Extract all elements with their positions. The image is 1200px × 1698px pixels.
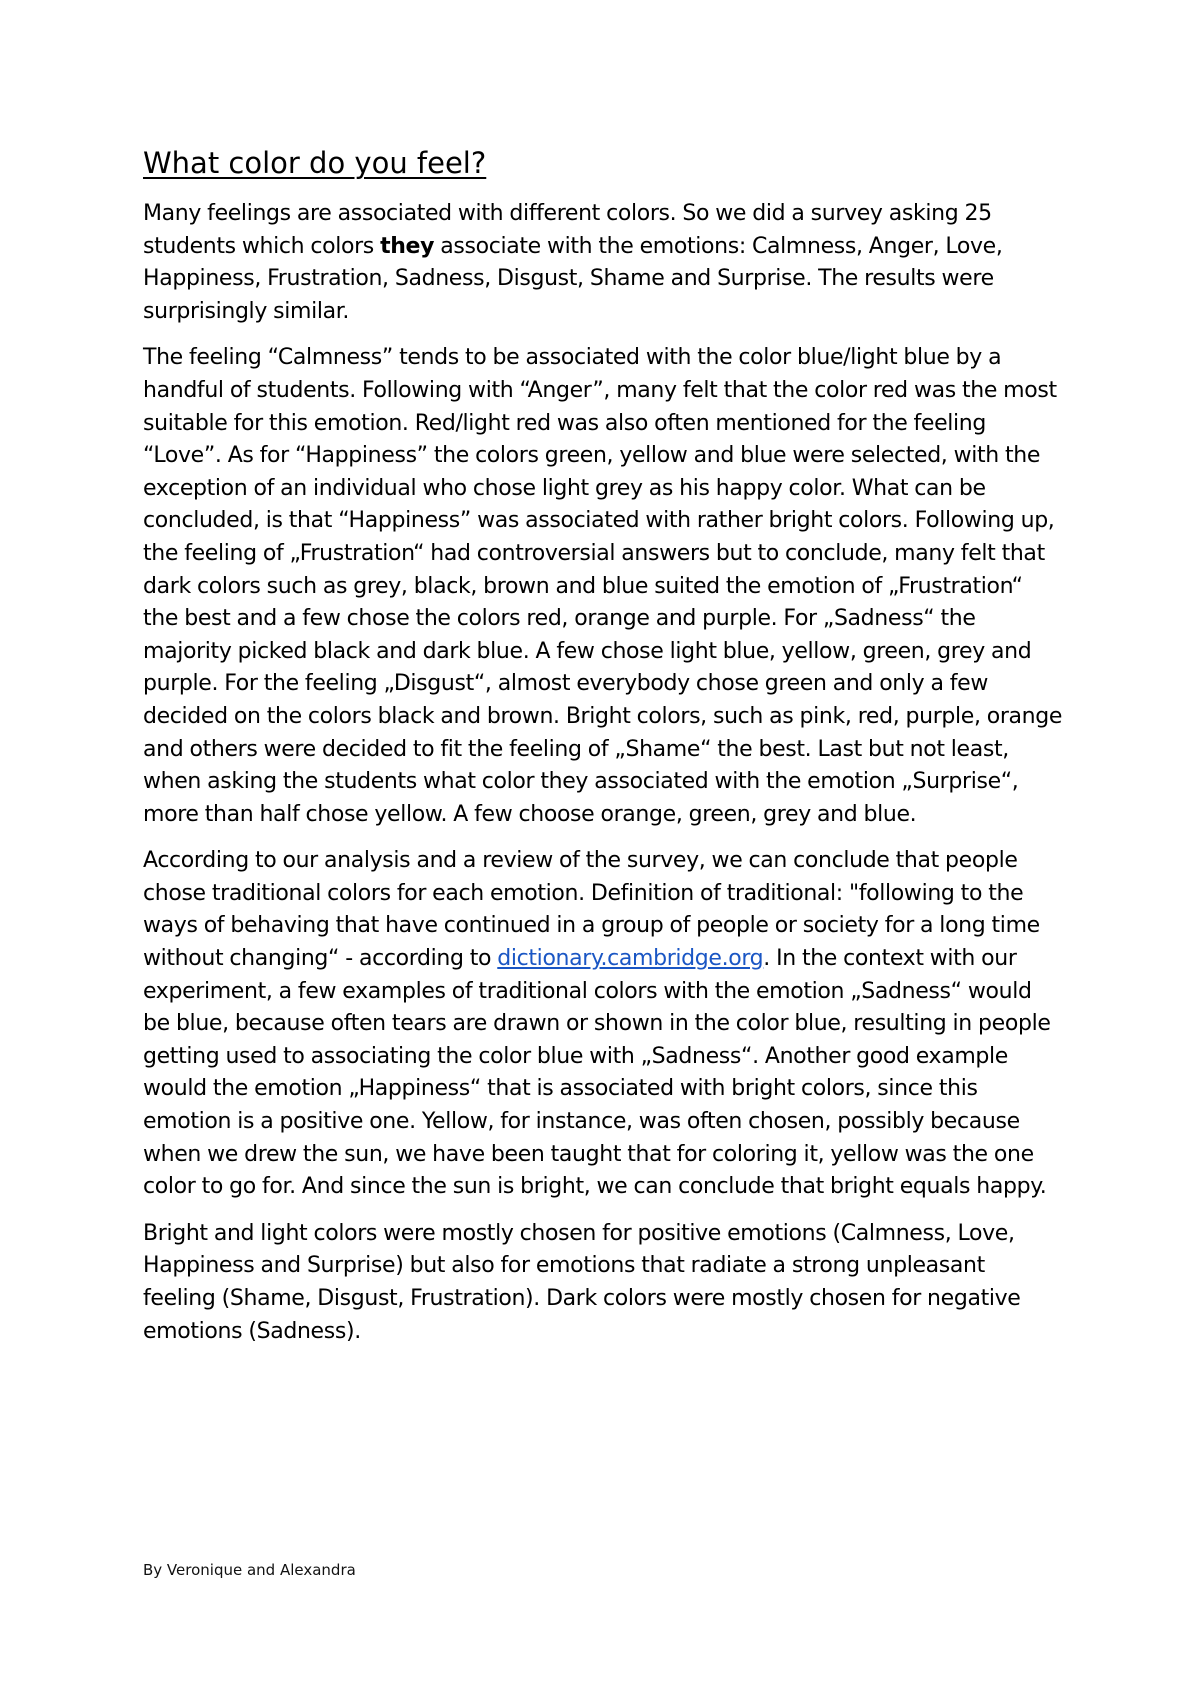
- dictionary-link[interactable]: dictionary.cambridge.org: [497, 946, 764, 972]
- paragraph-intro: [143, 198, 1063, 328]
- paragraph-conclusion: Bright and light colors were mostly chosen for positive emotions (Calmness, Love, Happiness and Surprise) but also for emotions that radiate a strong unpleasant feeling (Shame, Disgust, Frustration). Dark colors were mostly chosen for negative emotions (Sadness).: [143, 1220, 1021, 1344]
- paragraph-results: The feeling “Calmness” tends to be associated with the color blue/light blue by a handful of students. Following with “Anger”, many felt that the color red was the most suitable for this emotion. Red/light red was also often mentioned for the feeling “Love”. As for “Happiness” the colors green, yellow and blue were selected, with the exception of an individual who chose light grey as his happy color. What can be concluded, is that “Happiness” was associated with rather bright colors. Following up, the feeling of „Frustration“ had controversial answers but to conclude, many felt that dark colors such as grey, black, brown and blue suited the emotion of „Frustration“ the best and a few chose the colors red, orange and purple. For „Sadness“ the majority picked black and dark blue. A few chose light blue, yellow, green, grey and purple. For the feeling „Disgust“, almost everybody chose green and only a few decided on the colors black and brown. Bright colors, such as pink, red, purple, orange and others were decided to fit the feeling of „Shame“ the best. Last but not least, when asking the students what color they associated with the emotion „Surprise“, more than half chose yellow. A few choose orange, green, grey and blue.: [143, 345, 1063, 827]
- paragraph-analysis: [143, 845, 1063, 1204]
- paragraph-analysis-part-1: According to our analysis and a review of the survey, we can conclude that people chose traditional colors for each emotion. Definition of traditional: "following to the ways of behaving that have continued in a group of people or society for a long time without changing“ - according to: [143, 848, 1040, 972]
- author-footer: By Veronique and Alexandra: [143, 1561, 356, 1579]
- paragraph-intro-part-1: Many feelings are associated with different colors. So we did a survey asking 25 students which colors: [143, 201, 992, 259]
- paragraph-intro-bold-word: they: [380, 233, 435, 259]
- article-body: [143, 198, 1063, 1362]
- paragraph-analysis-part-2: . In the context with our experiment, a few examples of traditional colors with the emotion „Sadness“ would be blue, because often tears are drawn or shown in the color blue, resulting in people getting used to associating the color blue with „Sadness“. Another good example would the emotion „Happiness“ that is associated with bright colors, since this emotion is a positive one. Yellow, for instance, was often chosen, possibly because when we drew the sun, we have been taught that for coloring it, yellow was the one color to go for. And since the sun is bright, we can conclude that bright equals happy.: [143, 946, 1051, 1200]
- paragraph-intro-part-2: associate with the emotions: Calmness, Anger, Love, Happiness, Frustration, Sadness, Disgust, Shame and Surprise. The results were surprisingly similar.: [143, 233, 1003, 324]
- page-title: What color do you feel?: [143, 146, 487, 180]
